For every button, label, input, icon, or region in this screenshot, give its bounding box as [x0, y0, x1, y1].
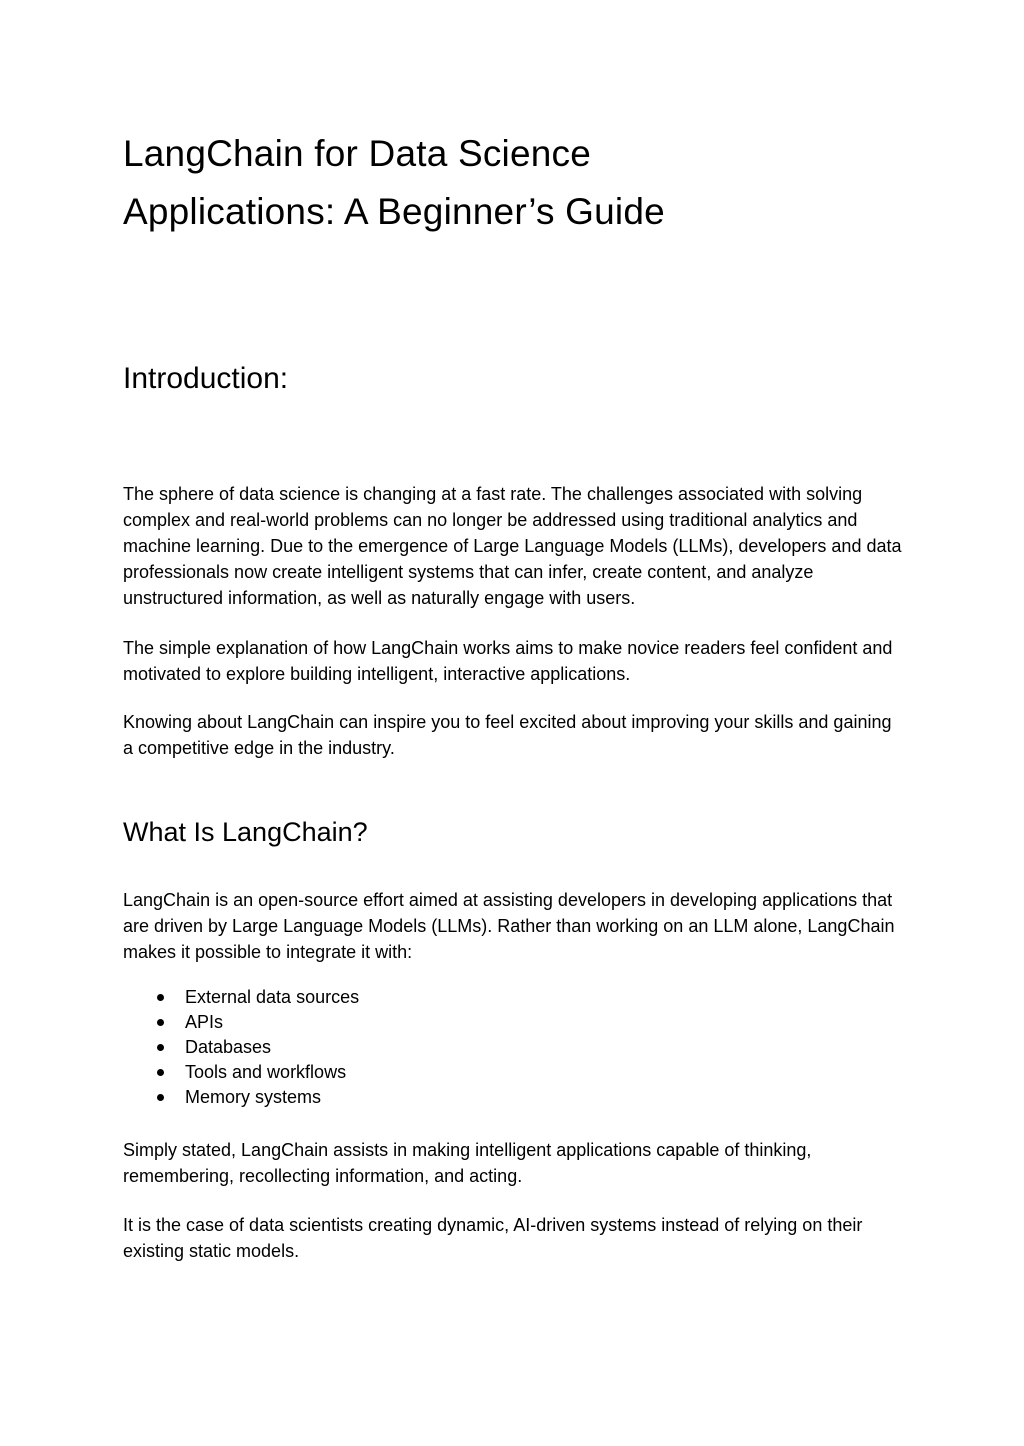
list-item	[123, 1010, 903, 1035]
bullet-icon	[157, 994, 164, 1001]
bullet-icon	[157, 1044, 164, 1051]
list-item-label: APIs	[185, 1012, 224, 1032]
list-item-label: Tools and workflows	[185, 1062, 347, 1082]
document-title-line-2: Applications: A Beginner’s Guide	[123, 191, 665, 232]
paragraph-what-3: It is the case of data scientists creating dynamic, AI-driven systems instead of relying on their existing static models.	[123, 1215, 863, 1261]
list-item	[123, 1060, 903, 1085]
paragraph-intro-2: The simple explanation of how LangChain works aims to make novice readers feel confident and motivated to explore building intelligent, interactive applications.	[123, 638, 893, 684]
paragraph-intro-3: Knowing about LangChain can inspire you to feel excited about improving your skills and gaining a competitive edge in the industry.	[123, 712, 892, 758]
paragraph-what-1: LangChain is an open-source effort aimed at assisting developers in developing applications that are driven by Large Language Models (LLMs). Rather than working on an LLM alone, LangChain makes it possible to integrate it with:	[123, 890, 895, 962]
heading-introduction: Introduction:	[123, 362, 289, 395]
heading-what-is-langchain: What Is LangChain?	[123, 817, 368, 847]
bullet-list	[123, 985, 903, 1110]
list-item-label: External data sources	[185, 987, 360, 1007]
bullet-icon	[157, 1094, 164, 1101]
list-item-label: Databases	[185, 1037, 272, 1057]
paragraph-intro-1: The sphere of data science is changing at a fast rate. The challenges associated with solving complex and real-world problems can no longer be addressed using traditional analytics and machine learning. Due to the emergence of Large Language Models (LLMs), developers and data professionals now create intelligent systems that can infer, create content, and analyze unstructured information, as well as naturally engage with users.	[123, 484, 902, 608]
list-item	[123, 1035, 903, 1060]
bullet-icon	[157, 1069, 164, 1076]
list-item	[123, 1085, 903, 1110]
list-item	[123, 985, 903, 1010]
bullet-icon	[157, 1019, 164, 1026]
document-title	[123, 125, 903, 241]
paragraph-what-2: Simply stated, LangChain assists in making intelligent applications capable of thinking, remembering, recollecting information, and acting.	[123, 1140, 812, 1186]
document-title-line-1: LangChain for Data Science	[123, 133, 591, 174]
list-item-label: Memory systems	[185, 1087, 322, 1107]
